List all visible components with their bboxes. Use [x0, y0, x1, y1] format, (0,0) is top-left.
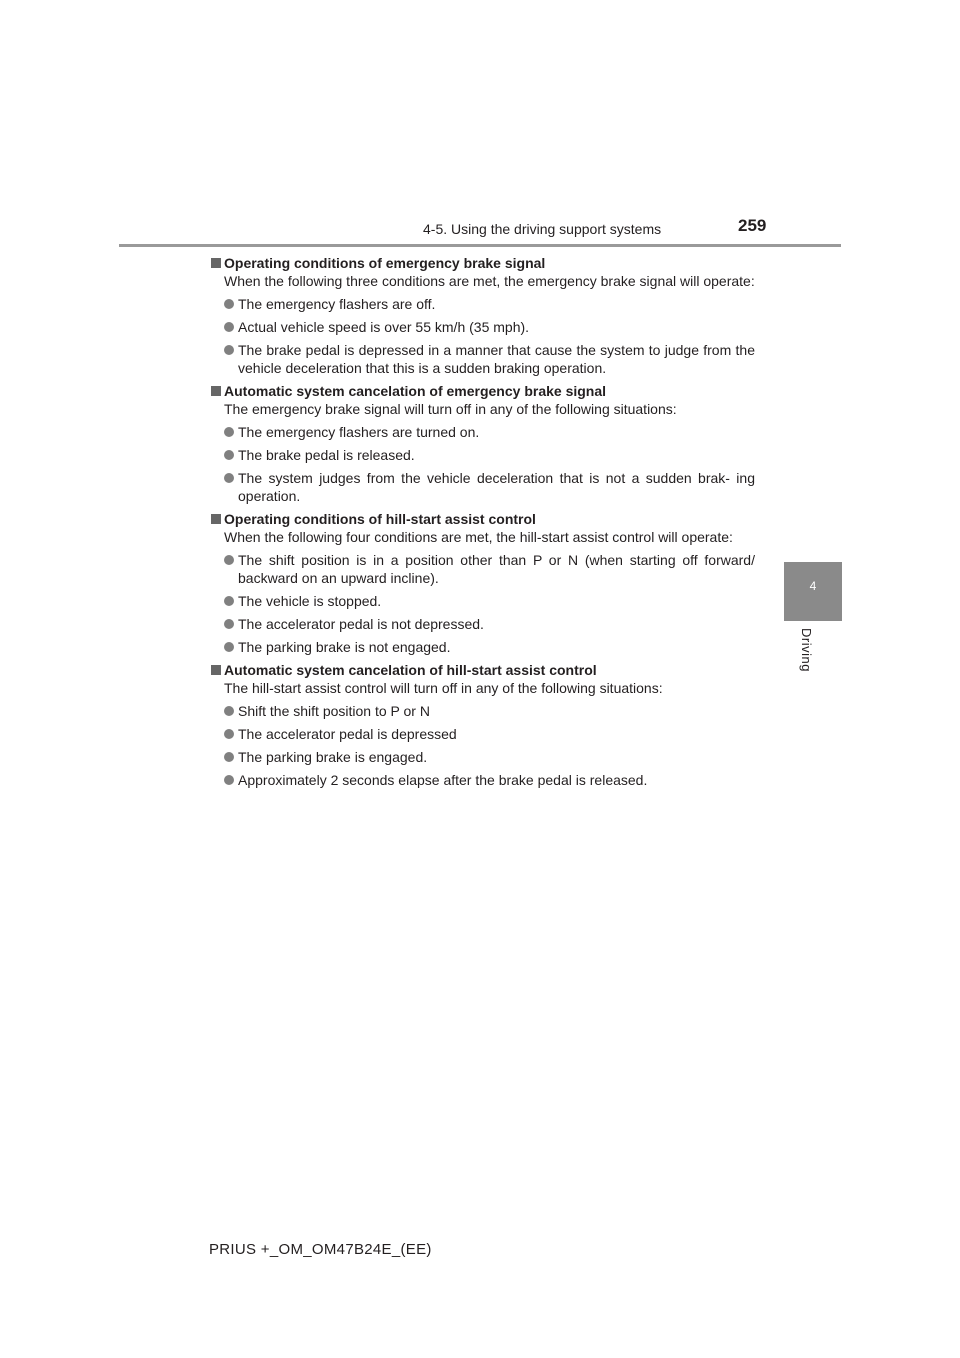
round-bullet-icon [224, 729, 234, 739]
list-item-text: The parking brake is engaged. [238, 749, 428, 765]
list-item-text: The brake pedal is released. [238, 447, 415, 463]
square-bullet-icon [211, 665, 221, 675]
main-content [209, 254, 755, 794]
list-item [209, 592, 755, 610]
round-bullet-icon [224, 322, 234, 332]
square-bullet-icon [211, 514, 221, 524]
list-item-text: The accelerator pedal is depressed [238, 726, 457, 742]
chapter-label: Driving [799, 628, 814, 672]
chapter-tab [784, 562, 842, 621]
section-title [209, 254, 755, 272]
list-item-text: The vehicle is stopped. [238, 593, 382, 609]
list-item [209, 702, 755, 720]
round-bullet-icon [224, 427, 234, 437]
list-item [209, 748, 755, 766]
document-code: PRIUS +_OM_OM47B24E_(EE) [209, 1241, 432, 1258]
list-item-text: The emergency flashers are turned on. [238, 424, 480, 440]
header-section-title: 4-5. Using the driving support systems [423, 221, 662, 237]
round-bullet-icon [224, 473, 234, 483]
list-item [209, 318, 755, 336]
list-item-text: The system judges from the vehicle deceleration that is not a sudden brak- ing operation. [238, 470, 755, 504]
section-title [209, 382, 755, 400]
list-item-text: Approximately 2 seconds elapse after the brake pedal is released. [238, 772, 648, 788]
section-intro: The hill-start assist control will turn off in any of the following situations: [224, 680, 663, 696]
list-item-text: Shift the shift position to P or N [238, 703, 430, 719]
round-bullet-icon [224, 619, 234, 629]
list-item [209, 423, 755, 441]
section-title-text: Automatic system cancelation of emergency brake signal [224, 383, 607, 399]
section-hill-start-cancelation [209, 661, 755, 789]
list-item [209, 638, 755, 656]
list-item [209, 341, 755, 377]
page-number: 259 [738, 216, 767, 235]
list-item [209, 771, 755, 789]
section-intro: The emergency brake signal will turn off in any of the following situations: [224, 401, 677, 417]
section-title-text: Operating conditions of hill-start assist control [224, 511, 536, 527]
section-title [209, 661, 755, 679]
list-item-text: The emergency flashers are off. [238, 296, 436, 312]
round-bullet-icon [224, 596, 234, 606]
round-bullet-icon [224, 345, 234, 355]
list-item-text: Actual vehicle speed is over 55 km/h (35 mph). [238, 319, 530, 335]
square-bullet-icon [211, 258, 221, 268]
list-item [209, 446, 755, 464]
section-hill-start-conditions [209, 510, 755, 656]
list-item [209, 551, 755, 587]
section-emergency-brake-conditions [209, 254, 755, 377]
list-item-text: The accelerator pedal is not depressed. [238, 616, 484, 632]
list-item-text: The parking brake is not engaged. [238, 639, 451, 655]
round-bullet-icon [224, 555, 234, 565]
round-bullet-icon [224, 775, 234, 785]
header-divider [119, 244, 841, 247]
round-bullet-icon [224, 706, 234, 716]
list-item [209, 725, 755, 743]
round-bullet-icon [224, 752, 234, 762]
chapter-number: 4 [809, 579, 817, 593]
section-title [209, 510, 755, 528]
round-bullet-icon [224, 642, 234, 652]
round-bullet-icon [224, 299, 234, 309]
list-item-text: The shift position is in a position other than P or N (when starting off forward/ backward on an upward incline). [238, 552, 755, 586]
square-bullet-icon [211, 386, 221, 396]
round-bullet-icon [224, 450, 234, 460]
list-item-text: The brake pedal is depressed in a manner that cause the system to judge from the vehicle deceleration that this is a sudden braking operation. [238, 342, 755, 376]
section-title-text: Automatic system cancelation of hill-start assist control [224, 662, 597, 678]
list-item [209, 469, 755, 505]
list-item [209, 615, 755, 633]
section-intro: When the following three conditions are met, the emergency brake signal will operate: [224, 273, 755, 289]
list-item [209, 295, 755, 313]
section-title-text: Operating conditions of emergency brake signal [224, 255, 546, 271]
section-intro: When the following four conditions are met, the hill-start assist control will operate: [224, 529, 733, 545]
section-emergency-brake-cancelation [209, 382, 755, 505]
